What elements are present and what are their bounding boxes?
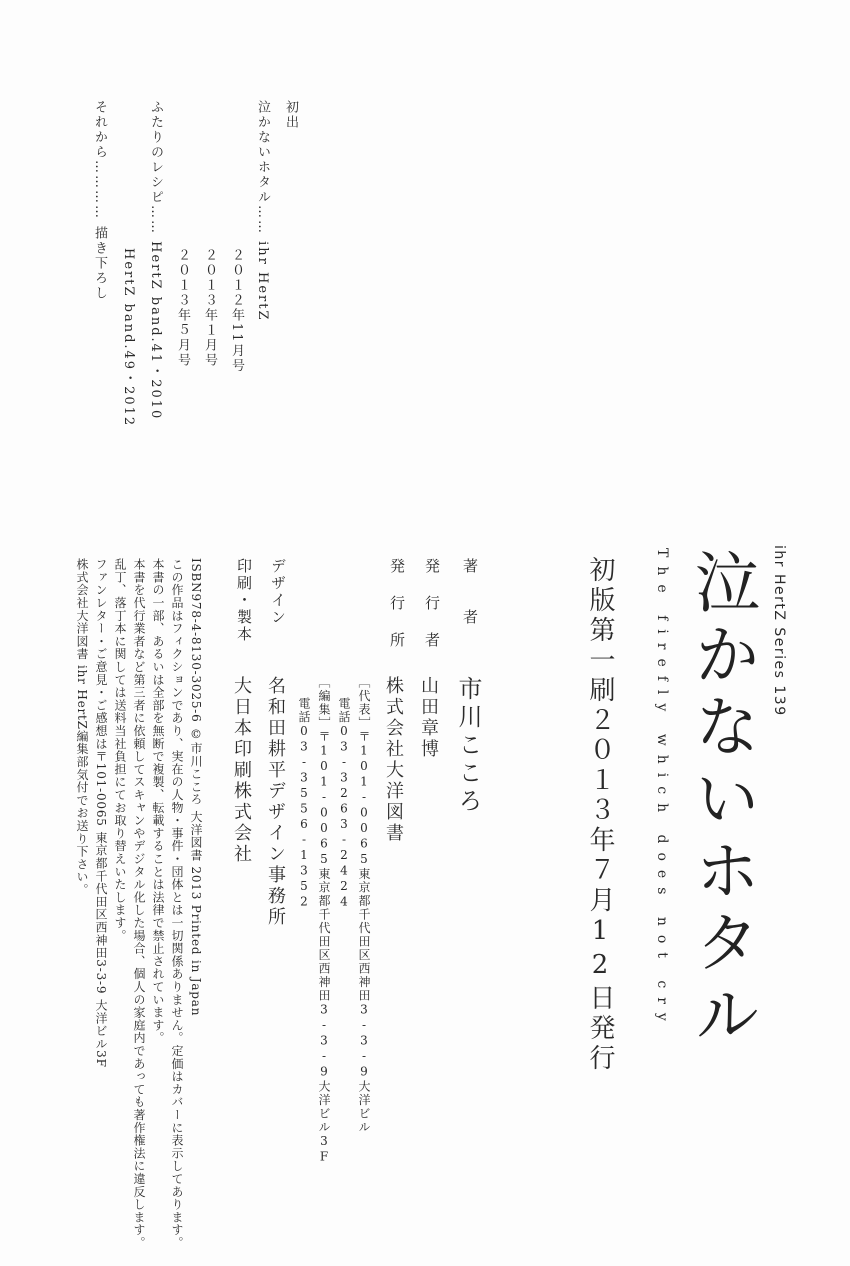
publisher-label: 発 行 所 xyxy=(388,558,406,649)
rep-address: ［代表］〒101-0065東京都千代田区西神田3-3-9大洋ビル xyxy=(357,676,371,1134)
publisher-person-label: 発 行 者 xyxy=(423,558,441,649)
author-name: 市川こころ xyxy=(454,676,482,816)
fanletter-recipient: 株式会社大洋図書 ihr HertZ編集部気付でお送り下さい。 xyxy=(75,558,89,897)
first-appearance-heading: 初出 xyxy=(283,100,298,130)
author-label: 著 者 xyxy=(461,558,479,626)
edition-line: 初版第一刷２０１３年７月12日発行 xyxy=(585,556,615,1074)
scan-notice: 本書を代行業者など第三者に依頼してスキャンやデジタル化した場合、個人の家庭内であっても著作権法に違反します。 xyxy=(132,558,146,1250)
work-3-issue: ２０１３年５月号 xyxy=(175,248,190,368)
publisher-person-name: 山田章博 xyxy=(418,676,439,760)
book-subtitle: The firefly which does not cry xyxy=(654,548,670,1030)
print-label: 印刷・製本 xyxy=(235,558,253,643)
work-2-issue: ２０１３年１月号 xyxy=(202,248,217,368)
publisher-name: 株式会社大洋図書 xyxy=(383,676,404,844)
rep-tel: 電話03-3263-2424 xyxy=(337,697,351,910)
work-2-title: ふたりのレシピ…… HertZ band.41・2010 xyxy=(148,100,163,421)
defect-notice: 乱丁、落丁本に関しては送料当社負担にてお取り替えいたします。 xyxy=(113,558,127,942)
copy-notice: 本書の一部、あるいは全部を無断で複製、転載することは法律で禁止されています。 xyxy=(151,558,165,1045)
work-3-source: HertZ band.49・2012 xyxy=(121,248,136,428)
fanletter-address: ファンレター・ご意見・ご感想は〒101-0065 東京都千代田区西神田3-3-9 大洋ビル3F xyxy=(94,558,108,1068)
series-label: ihr HertZ Series 139 xyxy=(771,545,787,717)
isbn-line: ISBN978-4-8130-3025-6 ©市川こころ 大洋図書 2013 Printed in Japan xyxy=(189,558,203,1017)
work-1-title: 泣かないホタル…… ihr HertZ xyxy=(255,100,270,322)
edit-tel: 電話03-3556-1352 xyxy=(297,697,311,910)
design-name: 名和田耕平デザイン事務所 xyxy=(265,676,286,928)
book-title: 泣かないホタル xyxy=(683,548,760,1052)
fiction-notice: この作品はフィクションであり、実在の人物・事件・団体とは一切関係ありません。定価はカバーに表示してあります。 xyxy=(170,558,184,1250)
work-4-title: それから………… 描き下ろし xyxy=(92,100,107,302)
work-1-issue: ２０１２年11月号 xyxy=(229,248,244,374)
print-name: 大日本印刷株式会社 xyxy=(231,676,252,865)
design-label: デザイン xyxy=(269,558,287,626)
edit-address: ［編集］〒101-0065東京都千代田区西神田3-3-9大洋ビル3F xyxy=(317,676,331,1165)
